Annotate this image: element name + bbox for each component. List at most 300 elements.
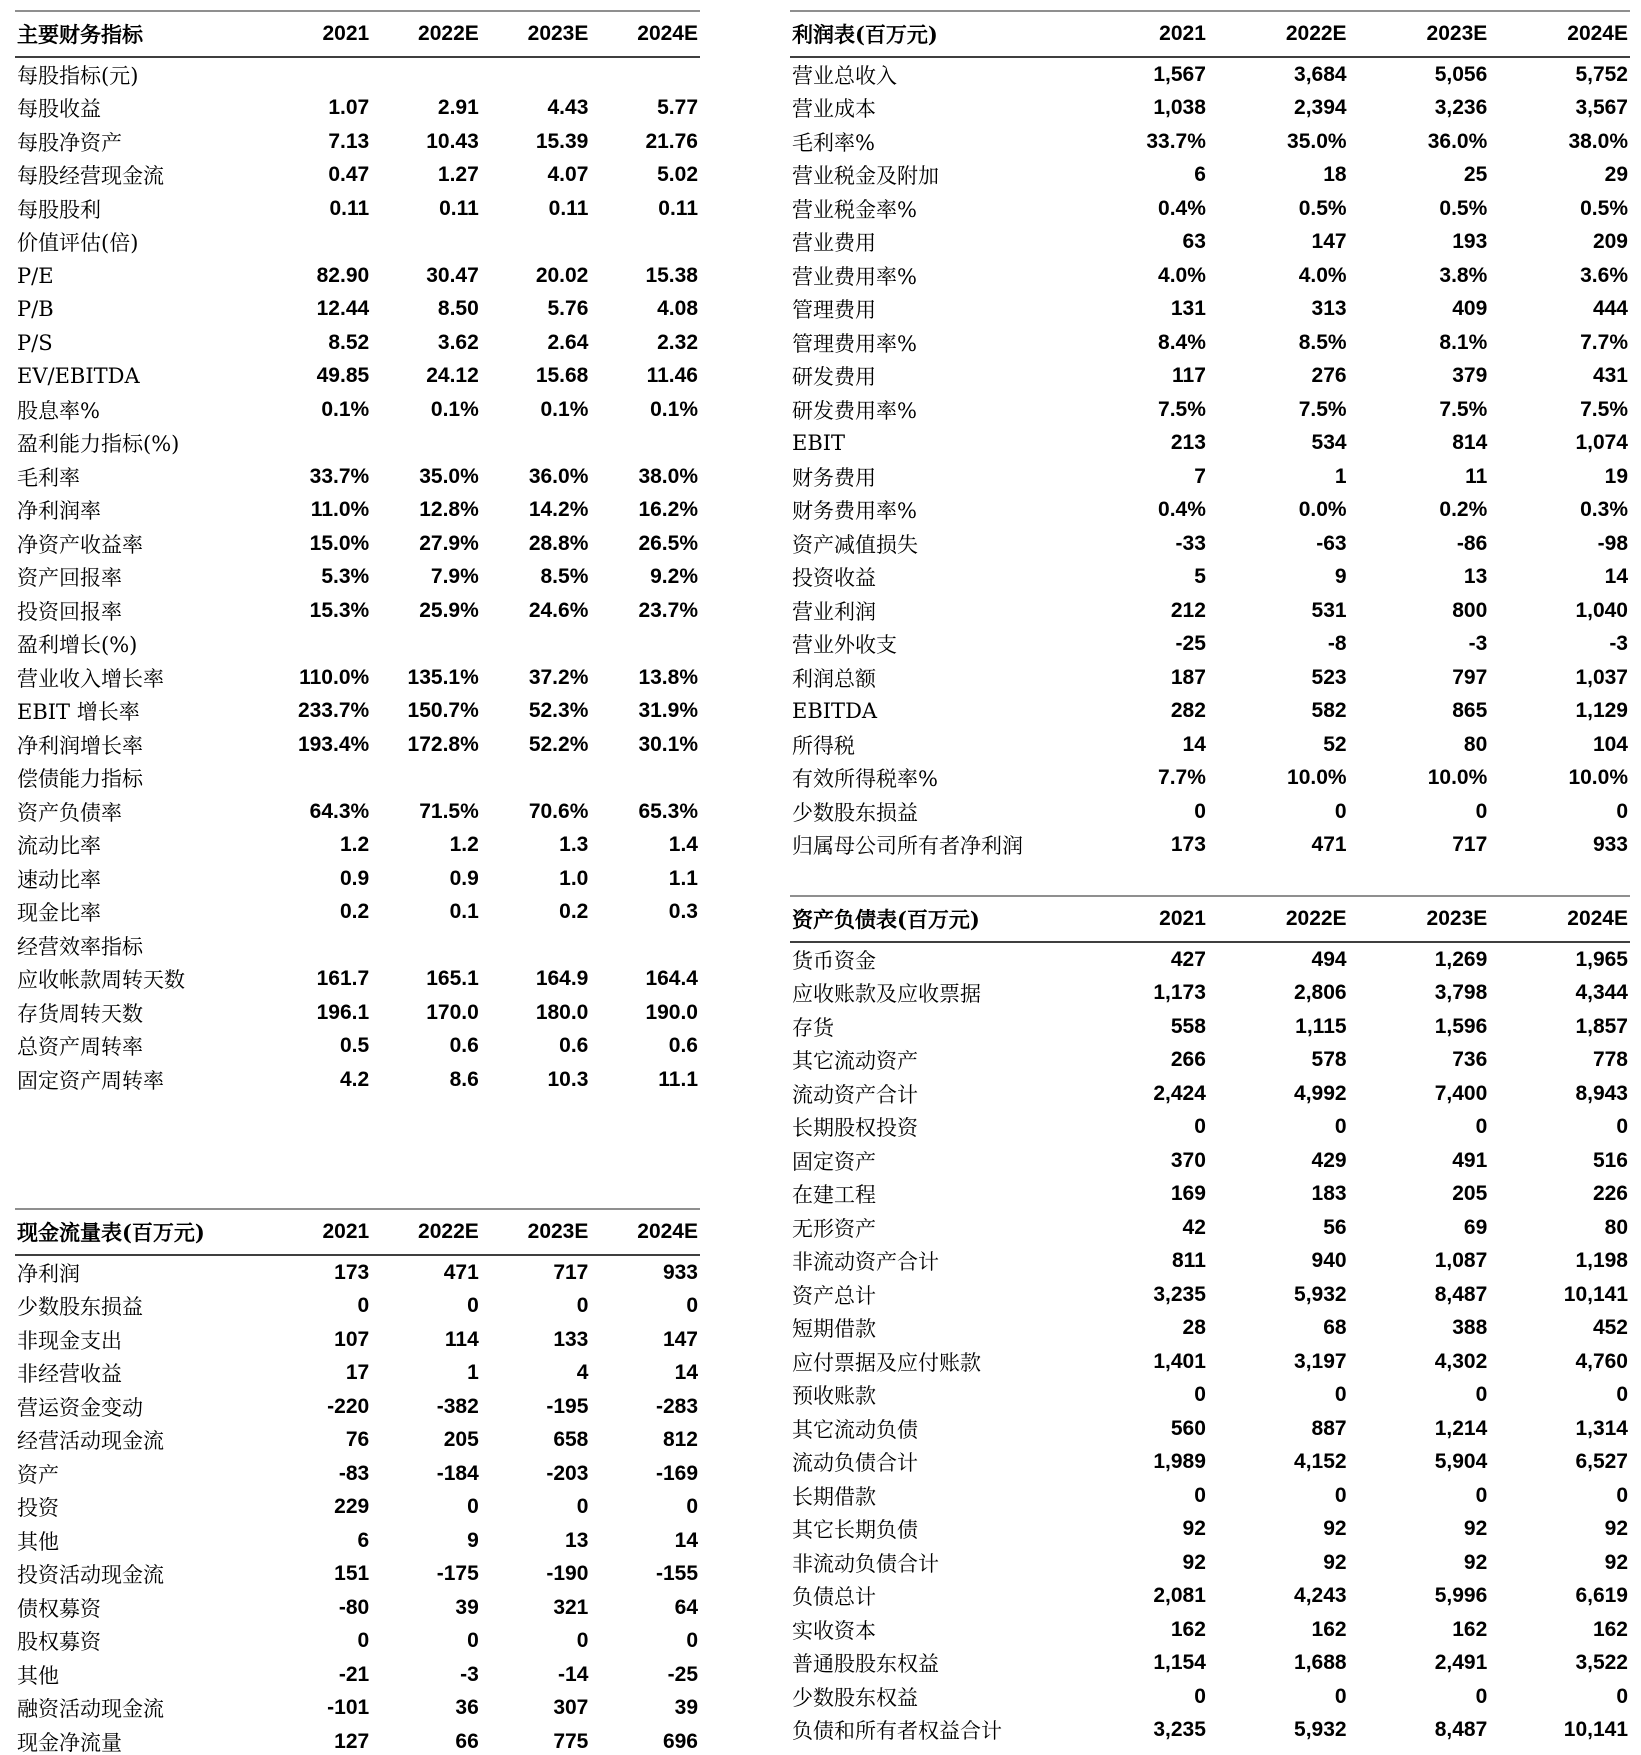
table-row bbox=[15, 159, 700, 193]
cell-value: 5,056 bbox=[1434, 62, 1488, 86]
column-header-2022e: 2022E bbox=[371, 11, 481, 57]
cell-value: 0 bbox=[576, 1495, 589, 1519]
cell-value: 205 bbox=[443, 1428, 479, 1452]
column-header-2022e: 2022E bbox=[1208, 11, 1349, 57]
cell-value: 276 bbox=[1311, 364, 1347, 388]
row-label: 每股股利 bbox=[17, 197, 101, 222]
cell-value: 4.07 bbox=[547, 163, 589, 187]
row-label: 净资产收益率 bbox=[17, 532, 143, 557]
cell-value: 370 bbox=[1170, 1148, 1206, 1172]
table-row bbox=[790, 762, 1630, 796]
cell-value: 4.2 bbox=[339, 1067, 370, 1091]
row-label: 经营活动现金流 bbox=[17, 1429, 164, 1454]
table-row bbox=[15, 762, 700, 796]
table-row bbox=[790, 360, 1630, 394]
table-row bbox=[15, 1524, 700, 1558]
table-row bbox=[15, 1457, 700, 1491]
cell-value: 165.1 bbox=[426, 967, 479, 991]
cell-value: 92 bbox=[1323, 1550, 1347, 1574]
cell-value bbox=[481, 628, 591, 662]
cell-value: 0.6 bbox=[668, 1034, 698, 1058]
table-row bbox=[790, 1680, 1630, 1714]
cell-value bbox=[590, 57, 700, 92]
row-label: 固定资产周转率 bbox=[17, 1068, 164, 1093]
cell-value: -80 bbox=[338, 1595, 370, 1619]
table-row bbox=[790, 1580, 1630, 1614]
cell-value bbox=[262, 929, 372, 963]
cell-value: 1,074 bbox=[1575, 431, 1628, 455]
cell-value: 127 bbox=[334, 1729, 370, 1753]
cell-value: 162 bbox=[1452, 1617, 1488, 1641]
row-label: 短期借款 bbox=[792, 1317, 876, 1342]
table-row bbox=[15, 192, 700, 226]
cell-value: 5,996 bbox=[1434, 1584, 1488, 1608]
row-label: 其他 bbox=[17, 1529, 59, 1554]
cell-value: 19 bbox=[1604, 464, 1628, 488]
table-row bbox=[790, 1647, 1630, 1681]
cash-flow-table bbox=[15, 1208, 700, 1755]
row-label: 营业费用率% bbox=[792, 264, 917, 289]
cell-value: 0 bbox=[1334, 1383, 1347, 1407]
cell-value: 0 bbox=[576, 1629, 589, 1653]
table-row bbox=[15, 1323, 700, 1357]
column-header-2021: 2021 bbox=[1067, 11, 1208, 57]
table-row bbox=[790, 293, 1630, 327]
cell-value: 36.0% bbox=[1427, 129, 1488, 153]
cell-value: 110.0% bbox=[299, 665, 370, 689]
cell-value: 80 bbox=[1604, 1215, 1628, 1239]
cell-value: -8 bbox=[1327, 632, 1347, 656]
cell-value: 11.1 bbox=[658, 1067, 698, 1091]
cell-value: -83 bbox=[338, 1461, 370, 1485]
cell-value bbox=[481, 57, 591, 92]
cell-value: 3,522 bbox=[1575, 1651, 1628, 1675]
row-label: EBIT bbox=[792, 431, 846, 456]
cell-value: 15.0% bbox=[309, 531, 370, 555]
cell-value: 17 bbox=[345, 1361, 370, 1385]
row-label: 营业收入增长率 bbox=[17, 666, 164, 691]
table-row bbox=[790, 57, 1630, 92]
cell-value: -3 bbox=[1468, 632, 1488, 656]
table-row bbox=[15, 628, 700, 662]
cell-value: 7.9% bbox=[430, 565, 479, 589]
cell-value: 0 bbox=[467, 1629, 479, 1653]
cell-value: 4,302 bbox=[1434, 1349, 1488, 1373]
cell-value: 775 bbox=[553, 1729, 589, 1753]
cell-value: 233.7% bbox=[297, 699, 370, 723]
column-header-2021: 2021 bbox=[1067, 896, 1208, 942]
cell-value: 8.1% bbox=[1439, 330, 1488, 354]
row-label: 应收帐款周转天数 bbox=[17, 968, 185, 993]
table-row bbox=[15, 1692, 700, 1726]
column-header-2021: 2021 bbox=[262, 11, 372, 57]
column-header-2023e: 2023E bbox=[481, 11, 591, 57]
cell-value: 8.5% bbox=[1298, 330, 1347, 354]
cell-value: 39 bbox=[455, 1595, 479, 1619]
table-row bbox=[15, 963, 700, 997]
cell-value: 0.1% bbox=[650, 397, 698, 421]
cell-value: 56 bbox=[1323, 1215, 1347, 1239]
table-row bbox=[790, 1144, 1630, 1178]
cell-value: 209 bbox=[1592, 230, 1628, 254]
table-body bbox=[15, 57, 700, 1097]
cell-value: 18 bbox=[1323, 163, 1347, 187]
cell-value bbox=[371, 628, 481, 662]
row-label: 毛利率 bbox=[17, 465, 80, 490]
cell-value: -203 bbox=[546, 1461, 589, 1485]
cell-value: 2,424 bbox=[1153, 1081, 1206, 1105]
cell-value: 24.6% bbox=[528, 598, 589, 622]
cell-value: 4.0% bbox=[1298, 263, 1347, 287]
cell-value: -175 bbox=[436, 1562, 479, 1586]
table-row bbox=[790, 561, 1630, 595]
cell-value: 3,567 bbox=[1575, 96, 1628, 120]
cell-value: 164.9 bbox=[535, 967, 589, 991]
cell-value: 131 bbox=[1170, 297, 1206, 321]
table-row bbox=[790, 1613, 1630, 1647]
row-label: 股息率% bbox=[17, 398, 100, 423]
cell-value bbox=[262, 628, 372, 662]
cell-value: 0.5% bbox=[1580, 196, 1628, 220]
cell-value: 0.1% bbox=[540, 397, 589, 421]
row-label: 营业税金率% bbox=[792, 197, 917, 222]
row-label: 营业外收支 bbox=[792, 633, 897, 658]
cell-value: 11.0% bbox=[310, 498, 370, 522]
row-label: 其它长期负债 bbox=[792, 1518, 918, 1543]
row-label: EBITDA bbox=[792, 699, 878, 724]
cell-value: 92 bbox=[1604, 1517, 1628, 1541]
cell-value: 38.0% bbox=[1568, 129, 1628, 153]
cell-value: 1 bbox=[1334, 464, 1347, 488]
cell-value: 15.68 bbox=[535, 364, 589, 388]
cell-value: 1.0 bbox=[559, 866, 589, 890]
cell-value: 0.1% bbox=[321, 397, 370, 421]
cell-value: 35.0% bbox=[419, 464, 479, 488]
table-row bbox=[15, 57, 700, 92]
table-row bbox=[790, 1278, 1630, 1312]
cell-value: 582 bbox=[1311, 699, 1347, 723]
row-label: 债权募资 bbox=[17, 1596, 101, 1621]
cell-value: 0 bbox=[1194, 1684, 1206, 1708]
cell-value: 150.7% bbox=[407, 699, 479, 723]
cell-value: 3.6% bbox=[1580, 263, 1628, 287]
cell-value: 0.1% bbox=[430, 397, 479, 421]
cell-value: 5.77 bbox=[657, 96, 698, 120]
cell-value: 0 bbox=[1334, 1684, 1347, 1708]
row-label: 资产负债率 bbox=[17, 800, 122, 825]
table-row bbox=[790, 661, 1630, 695]
cell-value: 36 bbox=[455, 1696, 479, 1720]
cell-value: 10.0% bbox=[1287, 766, 1347, 790]
cell-value: 0 bbox=[357, 1629, 370, 1653]
cell-value: 3,236 bbox=[1434, 96, 1488, 120]
cell-value: 0 bbox=[1475, 1115, 1488, 1139]
table-row bbox=[15, 1357, 700, 1391]
cell-value: 0 bbox=[576, 1294, 589, 1318]
cell-value: 7.7% bbox=[1158, 766, 1206, 790]
cell-value: 523 bbox=[1311, 665, 1347, 689]
table-row bbox=[15, 1290, 700, 1324]
cell-value: 0.5% bbox=[1439, 196, 1488, 220]
cell-value: 1.3 bbox=[559, 833, 589, 857]
cell-value: 560 bbox=[1170, 1416, 1206, 1440]
cell-value: 229 bbox=[334, 1495, 370, 1519]
cell-value: 68 bbox=[1323, 1316, 1347, 1340]
table-row bbox=[15, 326, 700, 360]
cell-value bbox=[481, 929, 591, 963]
cell-value: 5,932 bbox=[1294, 1718, 1347, 1742]
cell-value: 11.46 bbox=[646, 364, 698, 388]
cell-value: 26.5% bbox=[638, 531, 698, 555]
cell-value: 5,932 bbox=[1294, 1282, 1347, 1306]
cell-value: 7.5% bbox=[1298, 397, 1347, 421]
cell-value: 64 bbox=[674, 1595, 698, 1619]
cell-value: 1.27 bbox=[437, 163, 479, 187]
row-label: 流动负债合计 bbox=[792, 1451, 918, 1476]
row-label: 资产回报率 bbox=[17, 566, 122, 591]
cell-value: 8,487 bbox=[1434, 1282, 1488, 1306]
cell-value: 9 bbox=[467, 1528, 479, 1552]
row-label: 无形资产 bbox=[792, 1216, 876, 1241]
row-label: 管理费用 bbox=[792, 298, 876, 323]
table-row bbox=[15, 594, 700, 628]
table-row bbox=[15, 1063, 700, 1097]
row-label: 每股收益 bbox=[17, 97, 101, 122]
cell-value: 42 bbox=[1182, 1215, 1206, 1239]
table-row bbox=[790, 192, 1630, 226]
cell-value: 4,992 bbox=[1294, 1081, 1347, 1105]
cell-value bbox=[481, 762, 591, 796]
cell-value: 10.43 bbox=[426, 129, 479, 153]
cell-value: 193 bbox=[1452, 230, 1488, 254]
table-row bbox=[790, 1211, 1630, 1245]
row-label: EV/EBITDA bbox=[17, 364, 140, 389]
table-row bbox=[15, 896, 700, 930]
cell-value: 162 bbox=[1170, 1617, 1206, 1641]
cell-value: 66 bbox=[455, 1729, 479, 1753]
cell-value: 173 bbox=[334, 1260, 370, 1284]
cell-value: 117 bbox=[1172, 364, 1206, 388]
cell-value: 2.91 bbox=[437, 96, 479, 120]
table-title: 现金流量表(百万元) bbox=[15, 1209, 262, 1255]
cell-value: 2,081 bbox=[1153, 1584, 1206, 1608]
row-label: P/E bbox=[17, 263, 54, 288]
cell-value: 8.50 bbox=[437, 297, 479, 321]
row-label: 资产减值损失 bbox=[792, 532, 918, 557]
cell-value: 1,154 bbox=[1153, 1651, 1206, 1675]
table-row bbox=[15, 862, 700, 896]
cell-value: 14.2% bbox=[528, 498, 589, 522]
cell-value: 92 bbox=[1182, 1550, 1206, 1574]
cell-value: 0.0% bbox=[1298, 498, 1347, 522]
table-row bbox=[15, 460, 700, 494]
table-row bbox=[790, 795, 1630, 829]
cell-value: 2,806 bbox=[1294, 981, 1347, 1005]
table-row bbox=[15, 427, 700, 461]
row-label: 营业成本 bbox=[792, 97, 876, 122]
cell-value: 0.3% bbox=[1580, 498, 1628, 522]
cell-value: -3 bbox=[460, 1662, 479, 1686]
cell-value: 114 bbox=[444, 1327, 479, 1351]
table-row bbox=[790, 393, 1630, 427]
cell-value: 0 bbox=[1616, 799, 1628, 823]
cell-value: 1,857 bbox=[1575, 1014, 1628, 1038]
income-statement-table bbox=[790, 10, 1630, 862]
cell-value: 7.5% bbox=[1439, 397, 1488, 421]
cell-value: 313 bbox=[1311, 297, 1347, 321]
cell-value bbox=[262, 427, 372, 461]
cell-value: 35.0% bbox=[1287, 129, 1347, 153]
cell-value: 104 bbox=[1592, 732, 1628, 756]
column-header-2023e: 2023E bbox=[1349, 896, 1490, 942]
cell-value: 71.5% bbox=[419, 799, 479, 823]
row-label: 非经营收益 bbox=[17, 1362, 122, 1387]
cell-value: 7.7% bbox=[1580, 330, 1628, 354]
cell-value: 940 bbox=[1311, 1249, 1347, 1273]
table-row bbox=[15, 125, 700, 159]
row-label: 非流动资产合计 bbox=[792, 1250, 939, 1275]
cell-value: 27.9% bbox=[419, 531, 479, 555]
cell-value: 578 bbox=[1311, 1048, 1347, 1072]
cell-value: 8.52 bbox=[328, 330, 370, 354]
cell-value: 0 bbox=[1194, 1383, 1206, 1407]
table-row bbox=[15, 561, 700, 595]
row-label: 营业税金及附加 bbox=[792, 164, 939, 189]
cell-value: 20.02 bbox=[535, 263, 589, 287]
cell-value: 379 bbox=[1452, 364, 1488, 388]
cell-value: 0 bbox=[1334, 1115, 1347, 1139]
table-row bbox=[790, 460, 1630, 494]
cell-value: -33 bbox=[1175, 531, 1206, 555]
cell-value: 0 bbox=[1334, 1483, 1347, 1507]
cell-value: 30.47 bbox=[426, 263, 479, 287]
cell-value: 1.4 bbox=[668, 833, 698, 857]
cell-value: 64.3% bbox=[309, 799, 370, 823]
table-row bbox=[15, 728, 700, 762]
row-label: 长期股权投资 bbox=[792, 1116, 918, 1141]
cell-value: 161.7 bbox=[316, 967, 370, 991]
cell-value: 1,214 bbox=[1434, 1416, 1488, 1440]
cell-value: 63 bbox=[1182, 230, 1206, 254]
row-label: 营业利润 bbox=[792, 599, 876, 624]
cell-value: 0.9 bbox=[339, 866, 370, 890]
cell-value: 213 bbox=[1170, 431, 1206, 455]
row-label: 财务费用 bbox=[792, 465, 876, 490]
cell-value: 0 bbox=[686, 1629, 698, 1653]
column-header-2024e: 2024E bbox=[590, 1209, 700, 1255]
cell-value: 147 bbox=[1311, 230, 1347, 254]
row-label: 有效所得税率% bbox=[792, 767, 938, 792]
cell-value: 13 bbox=[565, 1528, 589, 1552]
cell-value: -101 bbox=[327, 1696, 370, 1720]
cell-value: 4,243 bbox=[1294, 1584, 1347, 1608]
cell-value: 1,314 bbox=[1575, 1416, 1628, 1440]
cell-value: -86 bbox=[1456, 531, 1488, 555]
table-row bbox=[790, 226, 1630, 260]
cell-value: 0.47 bbox=[328, 163, 370, 187]
cell-value: 65.3% bbox=[638, 799, 698, 823]
cell-value: 531 bbox=[1311, 598, 1347, 622]
cell-value: 180.0 bbox=[535, 1000, 589, 1024]
cell-value: 1,989 bbox=[1153, 1450, 1206, 1474]
table-row bbox=[15, 1658, 700, 1692]
cell-value: 1,038 bbox=[1153, 96, 1206, 120]
table-header-row bbox=[790, 11, 1630, 57]
cell-value: -169 bbox=[655, 1461, 698, 1485]
table-body bbox=[15, 1255, 700, 1755]
cell-value: 429 bbox=[1311, 1148, 1347, 1172]
table-header-row bbox=[15, 1209, 700, 1255]
cell-value: 0.11 bbox=[439, 196, 479, 220]
cell-value: -283 bbox=[655, 1394, 698, 1418]
row-label: 其它流动负债 bbox=[792, 1417, 918, 1442]
cell-value: 717 bbox=[553, 1260, 589, 1284]
row-label: 其它流动资产 bbox=[792, 1049, 918, 1074]
cell-value: 162 bbox=[1311, 1617, 1347, 1641]
row-label: 管理费用率% bbox=[792, 331, 917, 356]
cell-value: 471 bbox=[1311, 833, 1347, 857]
cell-value: 10.0% bbox=[1568, 766, 1628, 790]
column-header-2022e: 2022E bbox=[371, 1209, 481, 1255]
cell-value: 0.6 bbox=[559, 1034, 589, 1058]
cell-value: 10,141 bbox=[1563, 1718, 1628, 1742]
table-row bbox=[15, 360, 700, 394]
cell-value: 12.44 bbox=[316, 297, 370, 321]
cell-value: 0.1 bbox=[449, 900, 479, 924]
table-row bbox=[15, 795, 700, 829]
table-title: 资产负债表(百万元) bbox=[790, 896, 1067, 942]
cell-value: 13.8% bbox=[638, 665, 698, 689]
cell-value: 409 bbox=[1452, 297, 1488, 321]
table-row bbox=[15, 996, 700, 1030]
cell-value: 5.76 bbox=[547, 297, 589, 321]
row-label: 每股经营现金流 bbox=[17, 164, 164, 189]
row-label: 毛利率% bbox=[792, 130, 875, 155]
table-header-row bbox=[15, 11, 700, 57]
row-label: 研发费用 bbox=[792, 365, 876, 390]
row-label: 资产 bbox=[17, 1462, 59, 1487]
cell-value bbox=[590, 929, 700, 963]
cell-value: 7 bbox=[1194, 464, 1206, 488]
row-label: 利润总额 bbox=[792, 666, 876, 691]
table-row bbox=[790, 1245, 1630, 1279]
cell-value: 14 bbox=[674, 1361, 698, 1385]
cell-value: -195 bbox=[546, 1394, 589, 1418]
table-row bbox=[790, 977, 1630, 1011]
row-label: 存货周转天数 bbox=[17, 1001, 143, 1026]
table-row bbox=[790, 628, 1630, 662]
cell-value bbox=[262, 226, 372, 260]
cell-value: 0.4% bbox=[1158, 196, 1206, 220]
cell-value: 5.02 bbox=[657, 163, 698, 187]
cell-value: 3,684 bbox=[1294, 62, 1347, 86]
cell-value: 865 bbox=[1452, 699, 1488, 723]
cell-value: 169 bbox=[1170, 1182, 1206, 1206]
table-row bbox=[790, 92, 1630, 126]
cell-value: 3,197 bbox=[1294, 1349, 1347, 1373]
cell-value: 4.43 bbox=[547, 96, 589, 120]
row-label: 每股指标(元) bbox=[17, 63, 139, 88]
cell-value: -220 bbox=[327, 1394, 370, 1418]
table-row bbox=[790, 494, 1630, 528]
cell-value: 52.3% bbox=[528, 699, 589, 723]
table-row bbox=[790, 1010, 1630, 1044]
column-header-2024e: 2024E bbox=[590, 11, 700, 57]
cell-value: 800 bbox=[1452, 598, 1488, 622]
cell-value: 36.0% bbox=[528, 464, 589, 488]
cell-value: 92 bbox=[1323, 1517, 1347, 1541]
cell-value: -98 bbox=[1597, 531, 1628, 555]
